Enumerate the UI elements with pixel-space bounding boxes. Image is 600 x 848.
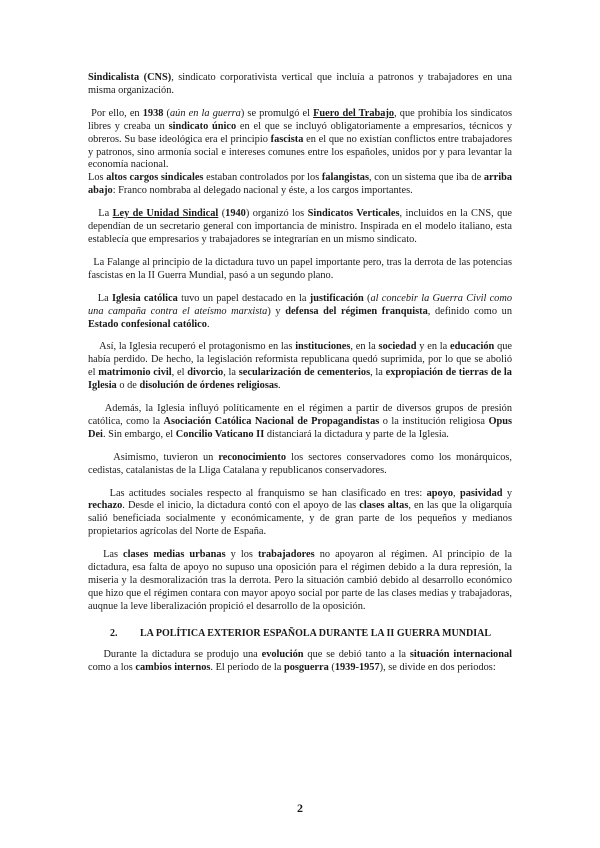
paragraph-ley-unidad-sindical: La Ley de Unidad Sindical (1940) organizó los Sindicatos Verticales, incluidos en la CNS, que dependían de un secretario general con importancia de ministro. Inspirada en el modelo italiano, esta establecía que empresarios y trabajadores se integrarían en un mismo sindicato. bbox=[88, 208, 513, 245]
paragraph-actitudes-sociales: Las actitudes sociales respecto al franquismo se han clasificado en tres: apoyo, pasividad y rechazo. Desde el inicio, la dictadura contó con el apoyo de las clases altas, en las que la oligarquía salió beneficiada socialmente y económicamente, y de gran parte de los pequeños y medianos propietarios agrícolas del Norte de España. bbox=[88, 487, 513, 538]
paragraph-sectores-conservadores: Asimismo, tuvieron un reconocimiento los sectores conservadores como los monárquicos, cedistas, catalanistas de la Lliga Catalana y republicanos conservadores. bbox=[88, 451, 512, 476]
paragraph-clases-medias: Las clases medias urbanas y los trabajadores no apoyaron al régimen. Al principio de la dictadura, esa falta de apoyo no supuso una oposición para el régimen debido a la dura represión, la miseria y la desmoralización tras la derrota. Pero la situación cambió debido al desarrollo económico que hizo que el régimen contara con mayor apoyo social por parte de las clases medias y trabajadoras, auqnue la leve liberalización propició el desarrollo de la oposición. bbox=[88, 549, 512, 612]
page-number: 2 bbox=[297, 801, 303, 815]
section-title: LA POLÍTICA EXTERIOR ESPAÑOLA DURANTE LA II GUERRA MUNDIAL bbox=[140, 627, 491, 639]
paragraph-cns: Sindicalista (CNS), sindicato corporativista vertical que incluía a patronos y trabajadores en una misma organización. bbox=[88, 72, 512, 96]
paragraph-grupos-presion: Además, la Iglesia influyó políticamente en el régimen a partir de diversos grupos de presión católica, como la Asociación Católica Nacional de Propagandistas o la institución religiosa Opus Dei. Sin embargo, el Concilio Vaticano II distanciará la dictadura y parte de la Iglesia. bbox=[88, 403, 513, 440]
paragraph-falange: La Falange al principio de la dictadura tuvo un papel importante pero, tras la derrota de las potencias fascistas en la II Guerra Mundial, pasó a un segundo plano. bbox=[88, 256, 512, 281]
section-number: 2. bbox=[110, 627, 118, 639]
paragraph-iglesia-protagonismo: Así, la Iglesia recuperó el protagonismo en las instituciones, en la sociedad y en la educación que había perdido. De hecho, la legislación reformista republicana quedó suprimida, por lo que se abolió el matrimonio civil, el divorcio, la secularización de cementerios, la expropiación de tierras de la Iglesia o de disolución de órdenes religiosas. bbox=[88, 341, 512, 392]
paragraph-altos-cargos: Los altos cargos sindicales estaban controlados por los falangistas, con un sistema que iba de arriba abajo: Franco nombraba al delegado nacional y éste, a los cargos importantes. bbox=[88, 172, 512, 197]
paragraph-fuero-trabajo: Por ello, en 1938 (aún en la guerra) se promulgó el Fuero del Trabajo, que prohibía los sindicatos libres y creaba un sindicato único en el que se incluyó obligatoriamente a empresarios, técnicos y obreros. Su base ideológica era el principio fascista en el que no existían conflictos entre trabajadores y patronos, sino armonía social e intereses comunes entre los españoles, unidos por y para levantar la economía nacional. bbox=[88, 107, 512, 171]
term-ley-unidad-sindical: Ley de Unidad Sindical bbox=[112, 208, 219, 220]
document-page bbox=[88, 72, 512, 674]
paragraph-evolucion: Durante la dictadura se produjo una evolución que se debió tanto a la situación internacional como a los cambios internos. El periodo de la posguerra (1939-1957), se divide en dos periodos: bbox=[88, 648, 513, 673]
term-cns: Sindicalista (CNS) bbox=[88, 72, 172, 83]
term-fuero-trabajo: Fuero del Trabajo bbox=[313, 107, 395, 119]
paragraph-iglesia: La Iglesia católica tuvo un papel destacado en la justificación (al concebir la Guerra Civil como una campaña contra el ateísmo marxista) y defensa del régimen franquista, definido como un Estado confesional católico. bbox=[88, 292, 512, 330]
section-heading bbox=[88, 628, 512, 641]
